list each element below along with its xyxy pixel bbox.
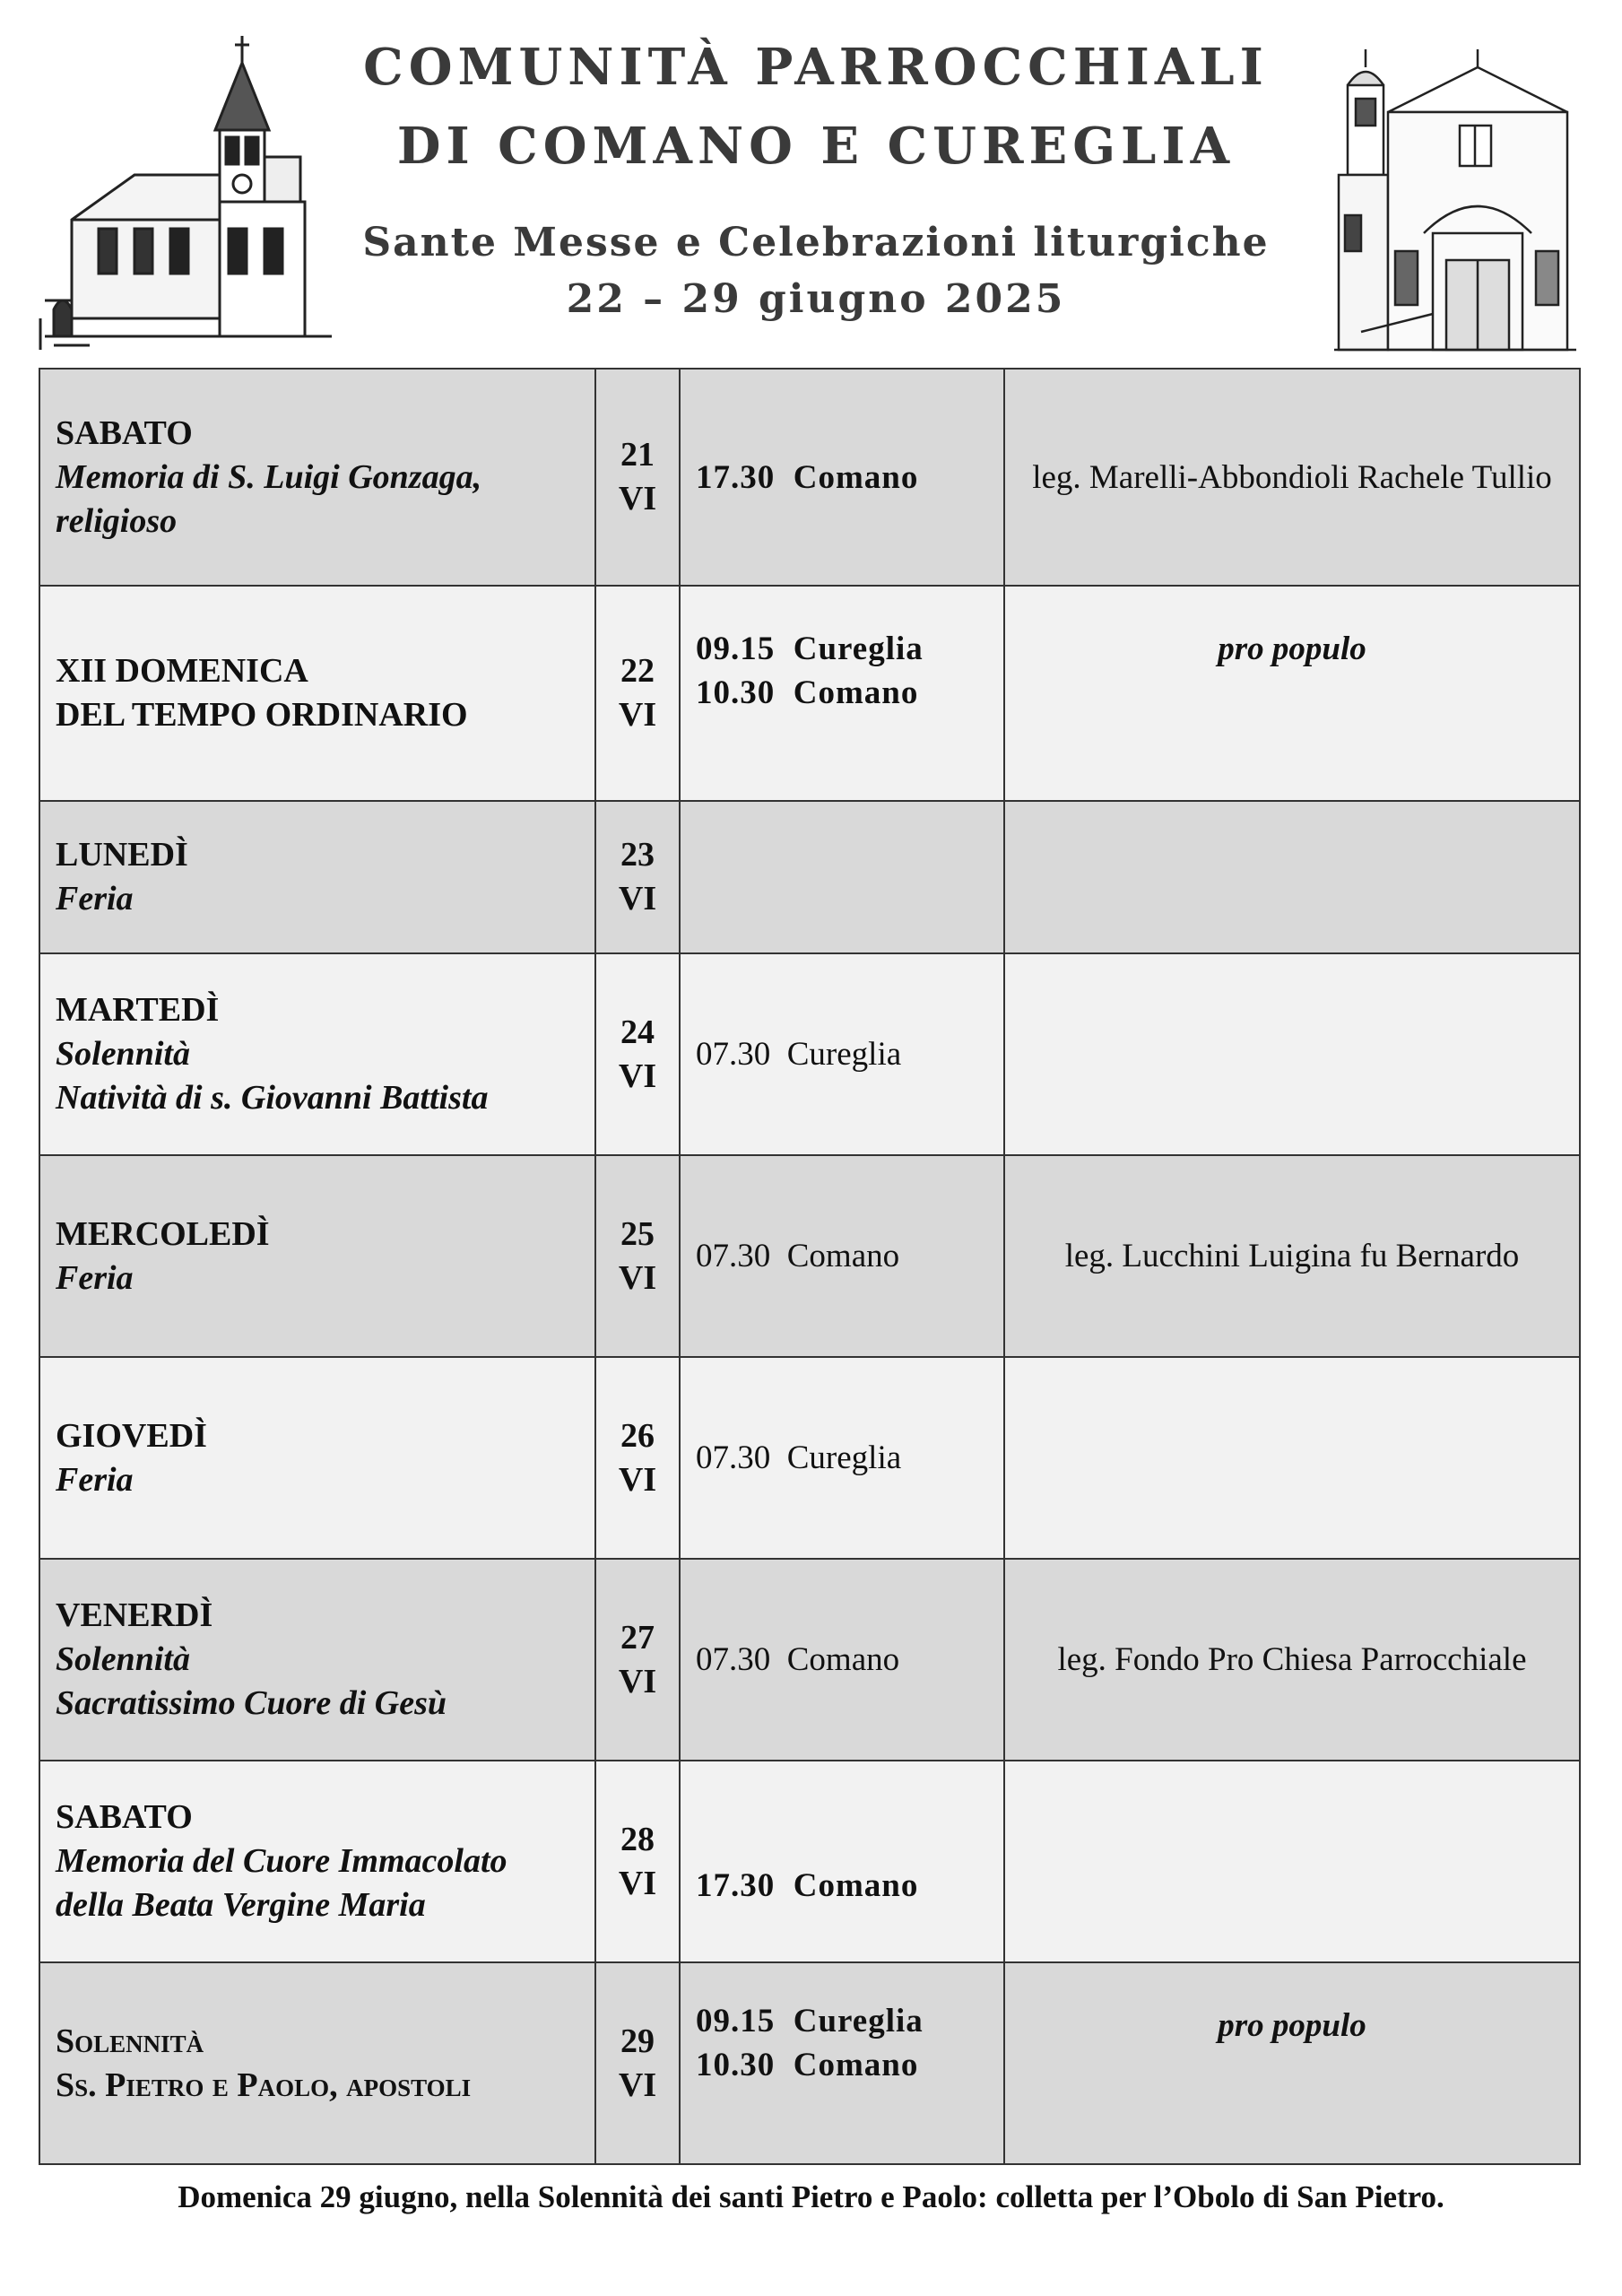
date-cell [595,1357,680,1559]
time-cell [680,1761,1004,1962]
time-cell [680,953,1004,1155]
day-cell [39,586,595,801]
day-cell [39,1559,595,1761]
day-cell [39,1155,595,1357]
time-cell [680,801,1004,953]
date-month: VI [618,696,657,734]
date-month: VI [618,480,657,517]
date-cell [595,1962,680,2164]
date-day: 21 [620,436,655,474]
date-day: 26 [620,1416,655,1455]
intention-cell [1004,369,1580,586]
mass-intention: pro populo [1218,631,1366,667]
day-description: della Beata Vergine Maria [56,1886,426,1924]
mass-time: 07.30 Cureglia [696,1036,902,1073]
table-row [39,801,1580,953]
date-day: 25 [620,1214,655,1253]
time-cell [680,1962,1004,2164]
date-day: 29 [620,2022,655,2060]
day-description: Solennità [56,1035,190,1073]
day-description: Memoria di S. Luigi Gonzaga, [56,457,482,496]
date-day: 24 [620,1013,655,1051]
subtitle: Sante Messe e Celebrazioni liturgiche [362,220,1270,265]
day-name: SABATO [56,1798,193,1836]
time-cell [680,1559,1004,1761]
day-description: Sacratissimo Cuore di Gesù [56,1684,447,1722]
date-day: 28 [620,1820,655,1858]
footer-note: Domenica 29 giugno, nella Solennità dei santi Pietro e Paolo: colletta per l’Obolo di San Pietro. [178,2179,1444,2214]
mass-intention: leg. Marelli-Abbondioli Rachele Tullio [1032,458,1552,496]
intention-cell [1004,586,1580,801]
date-month: VI [618,1057,657,1095]
table-row [39,1155,1580,1357]
mass-time: 17.30 Comano [696,458,919,496]
day-name: GIOVEDÌ [56,1416,207,1455]
mass-schedule-table [39,368,1581,2165]
table-row [39,586,1580,801]
table-row [39,953,1580,1155]
mass-time: 10.30 Comano [696,2047,919,2083]
intention-cell [1004,1357,1580,1559]
mass-intention: leg. Fondo Pro Chiesa Parrocchiale [1057,1641,1527,1678]
date-day: 22 [620,652,655,690]
time-cell [680,369,1004,586]
date-month: VI [618,1258,657,1297]
day-cell [39,369,595,586]
date-cell [595,369,680,586]
day-name: DEL TEMPO ORDINARIO [56,696,468,734]
title-line-1: COMUNITÀ PARROCCHIALI [363,38,1269,97]
mass-time: 10.30 Comano [696,674,919,711]
date-cell [595,1761,680,1962]
date-month: VI [618,880,657,918]
day-cell [39,1962,595,2164]
day-name: LUNEDÌ [56,836,188,874]
day-cell [39,953,595,1155]
intention-cell [1004,1761,1580,1962]
date-month: VI [618,1662,657,1700]
mass-time: 07.30 Comano [696,1641,900,1678]
day-description: religioso [56,501,178,540]
day-description: Feria [56,1460,134,1499]
day-cell [39,1357,595,1559]
date-cell [595,586,680,801]
date-range: 22 – 29 giugno 2025 [566,276,1066,322]
date-cell [595,1559,680,1761]
day-name: Solennità [56,2022,204,2060]
intention-cell [1004,1559,1580,1761]
mass-time: 07.30 Cureglia [696,1439,902,1476]
table-row [39,1559,1580,1761]
day-description: Natività di s. Giovanni Battista [56,1079,489,1117]
mass-time: 07.30 Comano [696,1238,900,1274]
time-cell [680,1155,1004,1357]
date-month: VI [618,1864,657,1902]
day-name: VENERDÌ [56,1596,213,1634]
date-month: VI [618,1460,657,1499]
mass-time: 09.15 Cureglia [696,631,924,667]
date-cell [595,953,680,1155]
table-row [39,1357,1580,1559]
intention-cell [1004,801,1580,953]
table-row [39,369,1580,586]
intention-cell [1004,1962,1580,2164]
title-line-2: DI COMANO E CUREGLIA [396,117,1236,176]
intention-cell [1004,953,1580,1155]
day-description: Feria [56,1258,134,1297]
date-day: 27 [620,1618,655,1657]
date-day: 23 [620,836,655,874]
day-name: XII DOMENICA [56,652,308,690]
day-name: Ss. Pietro e Paolo, apostoli [56,2066,472,2104]
time-cell [680,1357,1004,1559]
mass-time: 09.15 Cureglia [696,2003,924,2039]
header [0,0,1622,359]
mass-time: 17.30 Comano [696,1867,919,1904]
day-cell [39,801,595,953]
intention-cell [1004,1155,1580,1357]
table-row [39,1761,1580,1962]
day-name: SABATO [56,413,193,452]
date-cell [595,1155,680,1357]
church-cureglia-illustration [1334,45,1576,354]
mass-intention: leg. Lucchini Luigina fu Bernardo [1064,1238,1520,1274]
day-name: MERCOLEDÌ [56,1214,270,1253]
day-description: Feria [56,880,134,918]
date-cell [595,801,680,953]
day-description: Memoria del Cuore Immacolato [56,1842,507,1880]
time-cell [680,586,1004,801]
church-comano-illustration [36,31,341,354]
table-row [39,1962,1580,2164]
date-month: VI [618,2066,657,2104]
mass-intention: pro populo [1218,2007,1366,2044]
day-description: Solennità [56,1640,190,1678]
day-name: MARTEDÌ [56,991,220,1029]
day-cell [39,1761,595,1962]
